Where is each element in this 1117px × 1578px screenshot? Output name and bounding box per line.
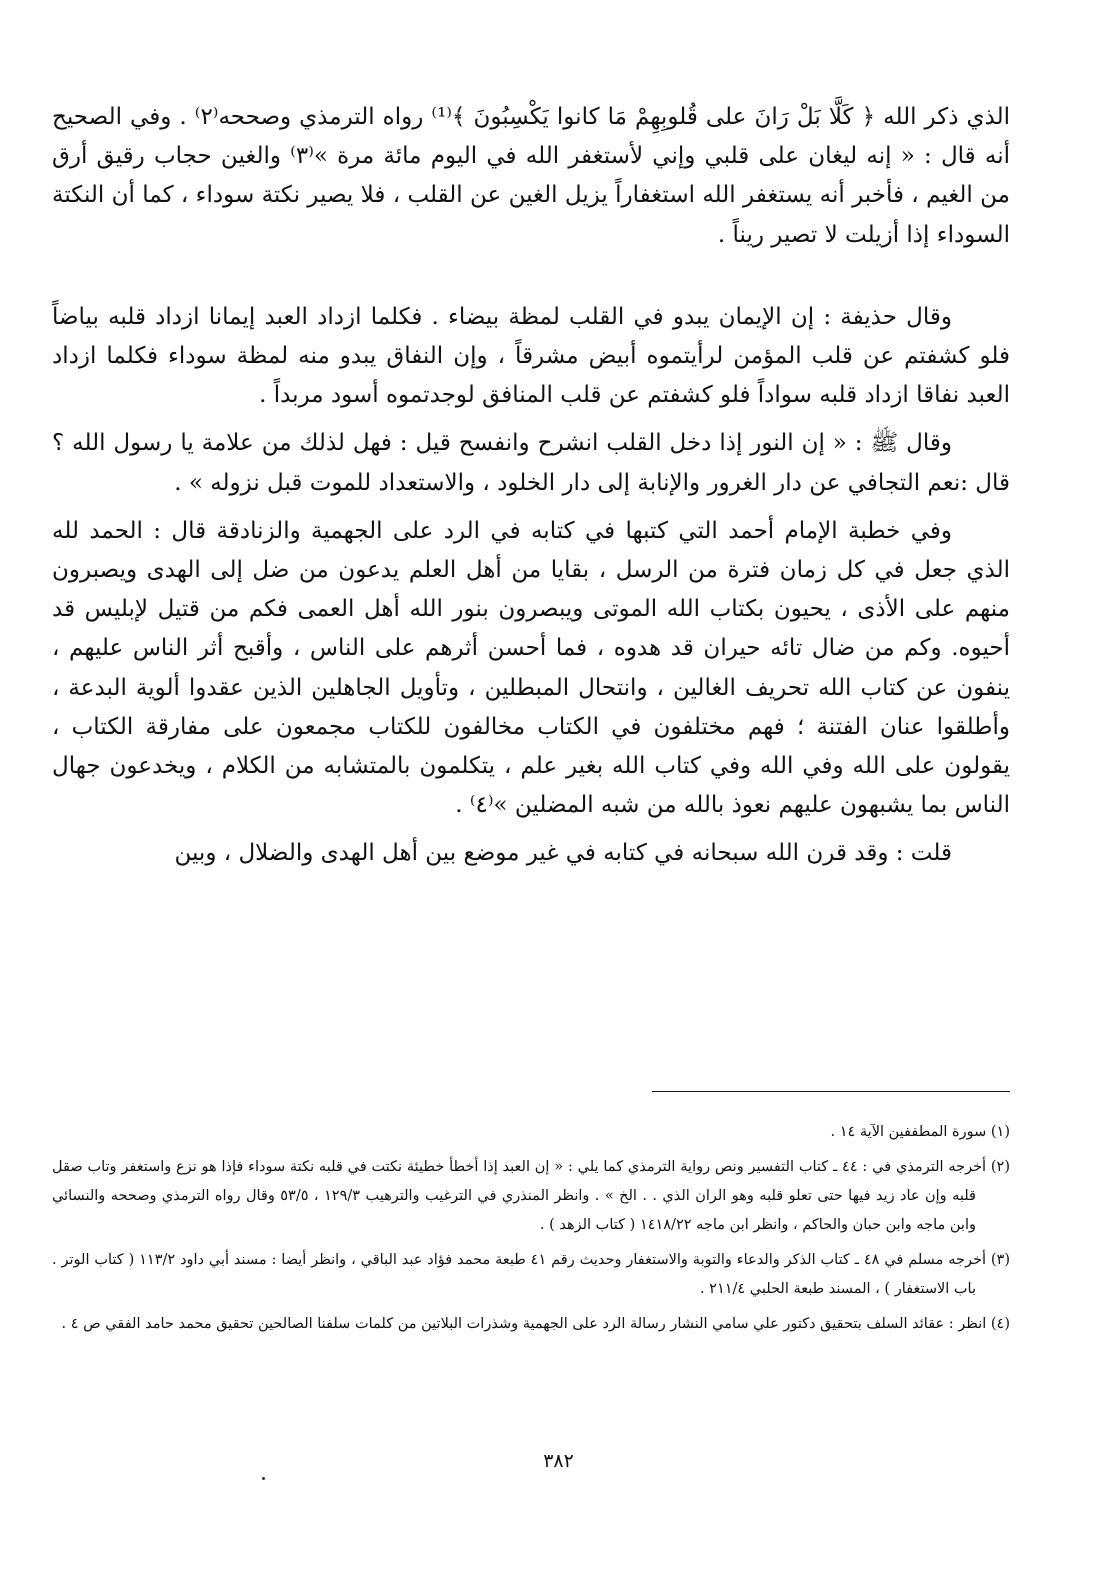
paragraph-gap — [52, 415, 1010, 424]
footnote-2: (٢) أخرجه الترمذي في : ٤٤ ـ كتاب التفسير ونص رواية الترمذي كما يلي : « إن العبد إذا أخطأ خطيئة نكتت في قلبه نكتة سوداء فإذا هو نزع واستغفر وتاب صقل قلبه وإن عاد زيد فيها حتى تعلو قلبه وهو الران الذي . . الخ » . وانظر المنذري في الترغيب والترهيب ١٢٩/٣ ، ٥٣/٥ وقال رواه الترمذي وصححه والنسائي وابن ماجه وابن حبان والحاكم ، وانظر ابن ماجه ١٤١٨/٢٢ ( كتاب الزهد ) . — [52, 1159, 1010, 1233]
paragraph-5: قلت : وقد قرن الله سبحانه في كتابه في غير موضع بين أهل الهدى والضلال ، وبين — [174, 840, 952, 867]
footnote-4: (٤) انظر : عقائد السلف بتحقيق دكتور علي سامي النشار رسالة الرد على الجهمية وشذرات البلاتين من كلمات سلفنا الصالحين تحقيق محمد حامد الفقي ص ٤ . — [61, 1316, 1010, 1332]
paragraph-gap — [52, 503, 1010, 512]
paragraph-gap — [52, 255, 1010, 298]
main-text-body — [52, 98, 1010, 874]
footnote-3: (٣) أخرجه مسلم في ٤٨ ـ كتاب الذكر والدعاء والتوبة والاستغفار وحديث رقم ٤١ طبعة محمد فؤاد عبد الباقي ، وانظر أيضا : مسند أبي داود ١١٣/٢ ( كتاب الوتر . باب الاستغفار ) ، المسند طبعة الحلبي ٢١١/٤ . — [52, 1252, 1011, 1297]
page-number: ٣٨٢ — [543, 1450, 574, 1472]
paragraph-2: وقال حذيفة : إن الإيمان يبدو في القلب لمظة بيضاء . فكلما ازداد العبد إيمانا ازداد قلبه بياضاً فلو كشفتم عن قلب المؤمن لرأيتموه أبيض مشرقاً ، وإن النفاق يبدو منه لمظة سوداء فكلما ازداد العبد نفاقا ازداد قلبه سواداً فلو كشفتم عن قلب المنافق لوجدتموه أسود مربداً . — [52, 303, 1010, 409]
footnote-1: (١) سورة المطففين الآية ١٤ . — [830, 1124, 1010, 1140]
paragraph-3: وقال ﷺ : « إن النور إذا دخل القلب انشرح وانفسح قيل : فهل لذلك من علامة يا رسول الله ؟ قال :نعم التجافي عن دار الغرور والإنابة إلى دار الخلود ، والاستعداد للموت قبل نزوله » . — [52, 430, 1010, 496]
scan-speck — [262, 1477, 265, 1480]
paragraph-1: الذي ذكر الله ﴿ كَلَّا بَلْ رَانَ على قُلوبِهِمْ مَا كانوا يَكْسِبُونَ ﴾⁽¹⁾ رواه الترمذي وصححه⁽٢⁾ . وفي الصحيح أنه قال : « إنه ليغان على قلبي وإني لأستغفر الله في اليوم مائة مرة »⁽٣⁾ والغين حجاب رقيق أرق من الغيم ، فأخبر أنه يستغفر الله استغفاراً يزيل الغين عن القلب ، فلا يصير نكتة سوداء ، كما أن النكتة السوداء إذا أزيلت لا تصير ريناً . — [52, 104, 1011, 248]
footnotes — [52, 1118, 1010, 1345]
paragraph-4: وفي خطبة الإمام أحمد التي كتبها في كتابه في الرد على الجهمية والزنادقة قال : الحمد لله الذي جعل في كل زمان فترة من الرسل ، بقايا من أهل العلم يدعون من ضل إلى الهدى ويصبرون منهم على الأذى ، يحيون بكتاب الله الموتى ويبصرون بنور الله أهل العمى فكم من قتيل لإبليس قد أحيوه. وكم من ضال تائه حيران قد هدوه ، فما أحسن أثرهم على الناس ، وأقبح أثر الناس عليهم ، ينفون عن كتاب الله تحريف الغالين ، وانتحال المبطلين ، وتأويل الجاهلين الذين عقدوا ألوية البدعة ، وأطلقوا عنان الفتنة ؛ فهم مختلفون في الكتاب مخالفون للكتاب مجمعون على مفارقة الكتاب ، يقولون على الله وفي الله وفي كتاب الله بغير علم ، يتكلمون بالمتشابه من الكلام ، ويخدعون جهال الناس بما يشبهون عليهم نعوذ بالله من شبه المضلين »⁽٤⁾ . — [52, 517, 1010, 819]
footnote-divider — [652, 1091, 1010, 1092]
paragraph-gap — [52, 825, 1010, 834]
